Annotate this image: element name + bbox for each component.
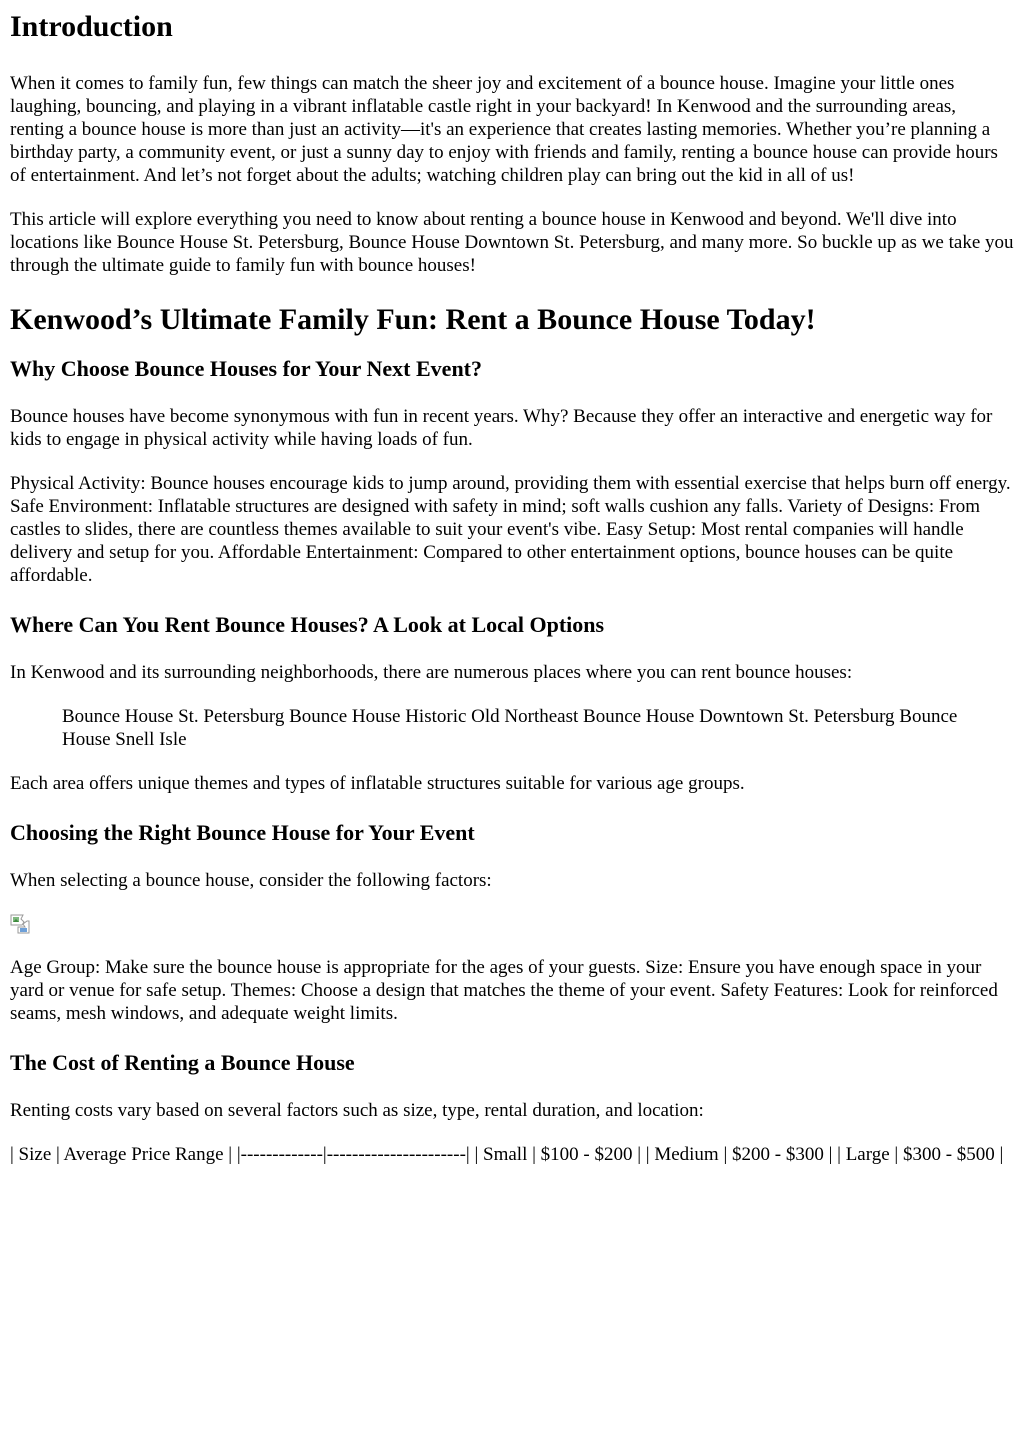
choosing-heading: Choosing the Right Bounce House for Your Event [10, 820, 475, 845]
intro-paragraph-2: This article will explore everything you need to know about renting a bounce house in Kenwood and beyond. We'll dive into locations like Bounce House St. Petersburg, Bounce House Downtown St. Petersburg, and many more. So buckle up as we take you through the ultimate guide to family fun with bounce houses! [10, 209, 1014, 276]
why-heading: Why Choose Bounce Houses for Your Next Event? [10, 356, 483, 381]
broken-image-icon [10, 914, 30, 934]
where-paragraph-1: In Kenwood and its surrounding neighborhoods, there are numerous places where you can rent bounce houses: [10, 662, 853, 683]
locations-blockquote: Bounce House St. Petersburg Bounce House Historic Old Northeast Bounce House Downtown St. Petersburg Bounce House Snell Isle [62, 706, 958, 750]
cost-table-text: | Size | Average Price Range | |-------------|----------------------| | Small | $100 - $200 | | Medium | $200 - $300 | | Large | $300 - $500 | [10, 1144, 1004, 1165]
cost-paragraph-1: Renting costs vary based on several factors such as size, type, rental duration, and location: [10, 1100, 704, 1121]
cost-heading: The Cost of Renting a Bounce House [10, 1050, 355, 1075]
intro-heading: Introduction [10, 10, 173, 43]
choosing-paragraph-2: Age Group: Make sure the bounce house is appropriate for the ages of your guests. Size: Ensure you have enough space in your yard or venue for safe setup. Themes: Choose a design that matches the theme of your event. Safety Features: Look for reinforced seams, mesh windows, and adequate weight limits. [10, 957, 998, 1024]
intro-paragraph-1: When it comes to family fun, few things can match the sheer joy and excitement of a bounce house. Imagine your little ones laughing, bouncing, and playing in a vibrant inflatable castle right in your backyard! In Kenwood and the surrounding areas, renting a bounce house is more than just an activity—it's an experience that creates lasting memories. Whether you’re planning a birthday party, a community event, or just a sunny day to enjoy with friends and family, renting a bounce house can provide hours of entertainment. And let’s not forget about the adults; watching children play can bring out the kid in all of us! [10, 73, 998, 186]
main-heading: Kenwood’s Ultimate Family Fun: Rent a Bounce House Today! [10, 303, 816, 336]
choosing-paragraph-1: When selecting a bounce house, consider the following factors: [10, 870, 492, 891]
where-paragraph-2: Each area offers unique themes and types of inflatable structures suitable for various age groups. [10, 773, 745, 794]
why-paragraph-1: Bounce houses have become synonymous with fun in recent years. Why? Because they offer an interactive and energetic way for kids to engage in physical activity while having loads of fun. [10, 406, 993, 450]
why-paragraph-2: Physical Activity: Bounce houses encourage kids to jump around, providing them with essential exercise that helps burn off energy. Safe Environment: Inflatable structures are designed with safety in mind; soft walls cushion any falls. Variety of Designs: From castles to slides, there are countless themes available to suit your event's vibe. Easy Setup: Most rental companies will handle delivery and setup for you. Affordable Entertainment: Compared to other entertainment options, bounce houses can be quite affordable. [10, 473, 1011, 586]
where-heading: Where Can You Rent Bounce Houses? A Look at Local Options [10, 612, 605, 637]
image-container [10, 914, 1014, 934]
